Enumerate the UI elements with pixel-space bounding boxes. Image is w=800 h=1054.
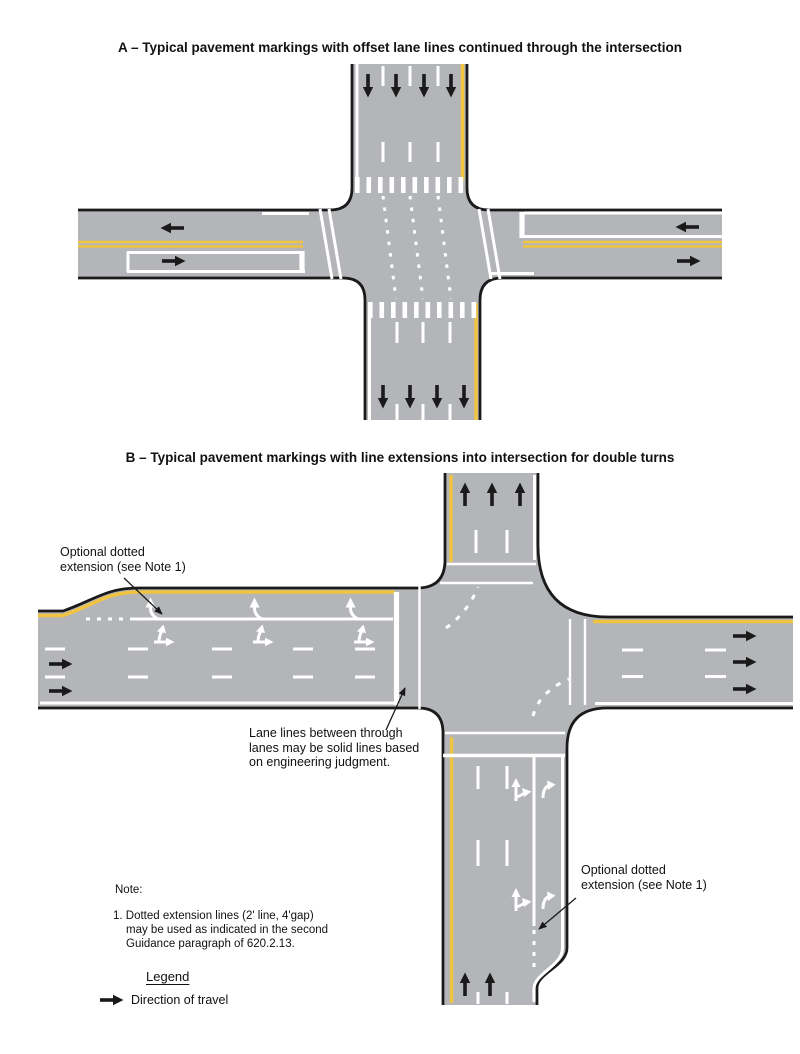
diagram-b-title-text: – Typical pavement markings with line extensions into intersection for double turns xyxy=(139,450,675,465)
note-line: may be used as indicated in the second xyxy=(126,924,329,936)
note-line: Guidance paragraph of 620.2.13. xyxy=(126,938,295,950)
note-line: 1. Dotted extension lines (2' line, 4'gap) xyxy=(113,910,314,922)
callout-lane-lines: Lane lines between through lanes may be solid lines based on engineering judgment. xyxy=(249,726,420,769)
note-heading: Note: xyxy=(115,884,143,896)
legend-item-label: Direction of travel xyxy=(131,993,229,1007)
legend-item-direction-of-travel xyxy=(99,993,228,1007)
diagram-b-title xyxy=(0,450,800,465)
callout-optional-dotted-extension-left: Optional dotted extension (see Note 1) xyxy=(60,545,186,574)
note-body xyxy=(113,909,328,951)
diagram-a-title xyxy=(0,40,800,55)
callout-optional-dotted-extension-right: Optional dotted extension (see Note 1) xyxy=(581,863,707,892)
diagram-a-label: A xyxy=(117,40,128,55)
legend-heading: Legend xyxy=(146,969,190,984)
diagram-a xyxy=(78,64,722,420)
direction-of-travel-arrow-icon xyxy=(99,994,125,1006)
diagram-b-label: B xyxy=(125,450,136,465)
diagram-a-title-text: – Typical pavement markings with offset lane lines continued through the intersection xyxy=(130,40,683,55)
